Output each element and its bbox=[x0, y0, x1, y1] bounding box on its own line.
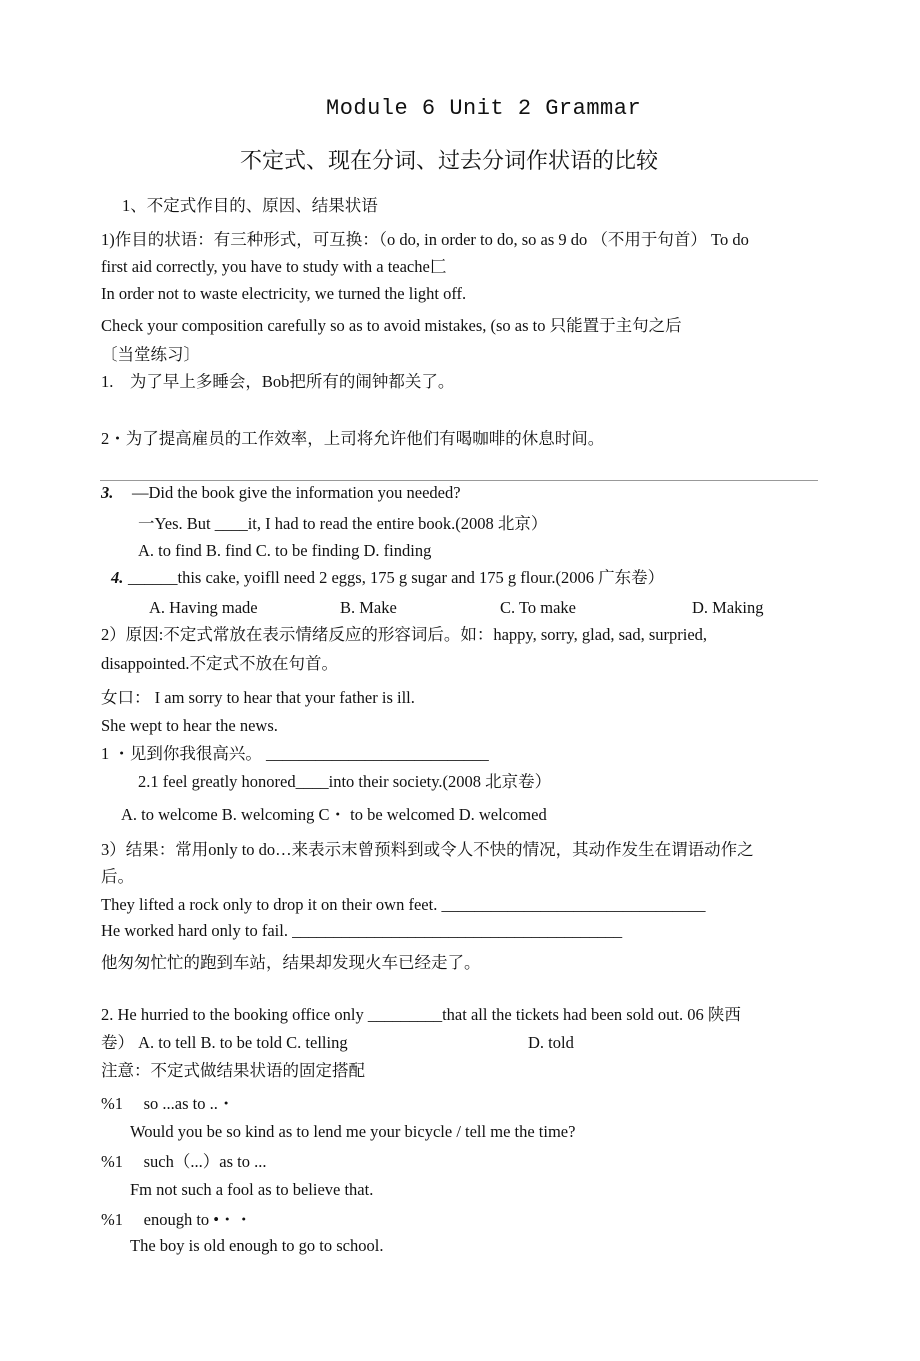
example-line: Would you be so kind as to lend me your bicycle / tell me the time? bbox=[130, 1122, 576, 1141]
paragraph-line: In order not to waste electricity, we turned the light off. bbox=[101, 284, 467, 303]
question-options: A. to welcome B. welcoming C・ to be welcomed D. welcomed bbox=[121, 805, 547, 824]
document-title: Module 6 Unit 2 Grammar bbox=[326, 96, 642, 121]
question-text: —Did the book give the information you needed? bbox=[132, 483, 461, 502]
option-c: C. To make bbox=[500, 598, 576, 617]
paragraph-line: first aid correctly, you have to study with a teache匚 bbox=[101, 257, 447, 276]
exercise-item: 1. 为了早上多睡会，Bob把所有的闹钟都关了。 bbox=[101, 372, 455, 391]
option-b: B. Make bbox=[340, 598, 397, 617]
option-d: D. Making bbox=[692, 598, 764, 617]
section-heading: 1、不定式作目的、原因、结果状语 bbox=[122, 196, 378, 215]
question-options: 卷） A. to tell B. to be told C. telling bbox=[101, 1033, 348, 1052]
exercise-item: 2・为了提高雇员的工作效率，上司将允许他们有喝咖啡的休息时间。 bbox=[101, 429, 605, 448]
paragraph-line: 后。 bbox=[101, 867, 134, 886]
paragraph-line: Check your composition carefully so as to avoid mistakes, (so as to 只能置于主句之后 bbox=[101, 316, 682, 335]
exercise-item: 他匆匆忙忙的跑到车站，结果却发现火车已经走了。 bbox=[101, 953, 481, 972]
example-line: They lifted a rock only to drop it on their own feet. ________________________________ bbox=[101, 895, 706, 914]
exercise-item: 1 ・见到你我很高兴。 ___________________________ bbox=[101, 744, 489, 763]
option-d: D. told bbox=[528, 1033, 574, 1052]
question-options: A. to find B. find C. to be finding D. finding bbox=[138, 541, 432, 560]
divider bbox=[100, 480, 818, 481]
example-line: The boy is old enough to go to school. bbox=[130, 1236, 384, 1255]
question-text: 2. He hurried to the booking office only _________that all the tickets had been sold out. 06 陕西 bbox=[101, 1005, 741, 1024]
example-line: He worked hard only to fail. ________________________________________ bbox=[101, 921, 623, 940]
document-subtitle: 不定式、现在分词、过去分词作状语的比较 bbox=[240, 148, 659, 173]
pattern-item: %1 enough to •・・ bbox=[101, 1210, 253, 1229]
question-number: 3. bbox=[101, 483, 114, 502]
pattern-item: %1 such（...）as to ... bbox=[101, 1152, 267, 1171]
option-a: A. Having made bbox=[149, 598, 258, 617]
practice-heading: 〔当堂练习〕 bbox=[101, 345, 200, 364]
paragraph-line: 3）结果：常用only to do…来表示末曾预料到或令人不快的情况，其动作发生在谓语动作之 bbox=[101, 840, 754, 859]
example-line: She wept to hear the news. bbox=[101, 716, 278, 735]
question-text: 2.1 feel greatly honored____into their society.(2008 北京卷） bbox=[138, 772, 552, 791]
paragraph-line: disappointed.不定式不放在句首。 bbox=[101, 654, 338, 673]
note-heading: 注意：不定式做结果状语的固定搭配 bbox=[101, 1061, 365, 1080]
paragraph-line: 2）原因:不定式常放在表示情绪反应的形容词后。如：happy, sorry, glad, sad, surpried, bbox=[101, 625, 708, 644]
paragraph-line: 1)作目的状语：有三种形式，可互换：（o do, in order to do, so as 9 do （不用于句首） To do bbox=[101, 230, 749, 249]
example-line: 女口： I am sorry to hear that your father is ill. bbox=[101, 688, 415, 707]
question-text: ______this cake, yoifll need 2 eggs, 175 g sugar and 175 g flour.(2006 广东卷） bbox=[128, 568, 665, 587]
question-text: 一Yes. But ____it, I had to read the entire book.(2008 北京） bbox=[138, 514, 548, 533]
question-number: 4. bbox=[111, 568, 124, 587]
example-line: Fm not such a fool as to believe that. bbox=[130, 1180, 374, 1199]
pattern-item: %1 so ...as to ..・ bbox=[101, 1094, 235, 1113]
